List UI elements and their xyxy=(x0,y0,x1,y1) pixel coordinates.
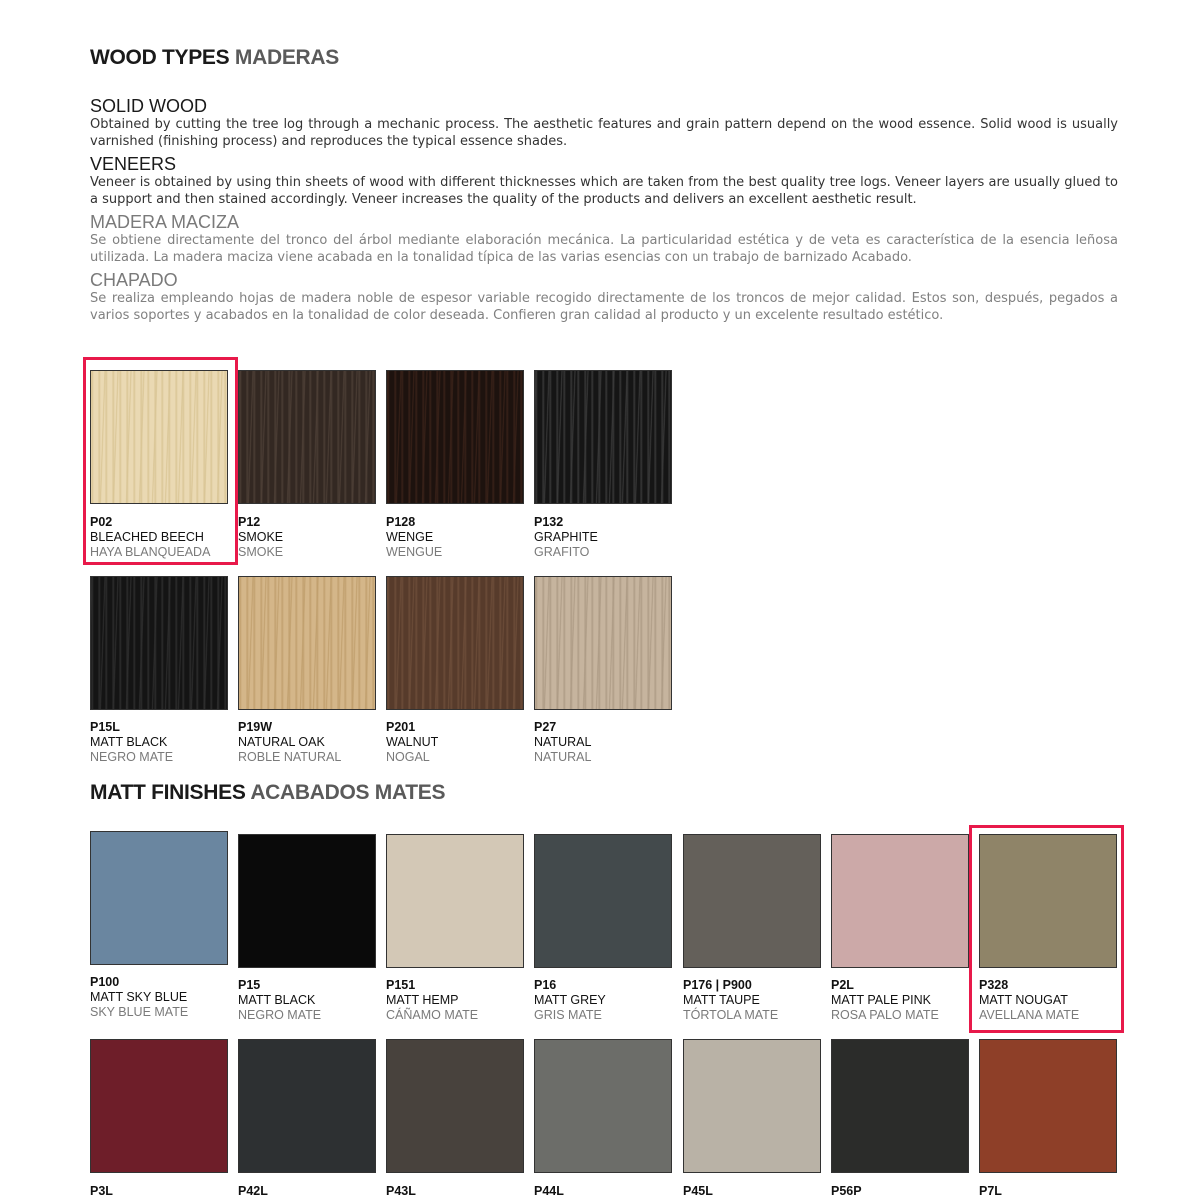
swatch-code: P2L xyxy=(831,978,854,992)
swatch-P19W[interactable] xyxy=(238,576,376,710)
swatch-code: P15L xyxy=(90,720,120,734)
section-body-madera-maciza: Se obtiene directamente del tronco del árbol mediante elaboración mecánica. La particularidad estética y de veta es característica de la esencia leñosa utilizada. La madera maciza viene acabada en la tonalidad típica de las varias esencias con un trabajo de barnizado Acabado. xyxy=(90,233,1118,265)
label-P42L xyxy=(238,1184,383,1199)
label-P201 xyxy=(386,720,531,765)
swatch-code: P151 xyxy=(386,978,416,992)
swatch-P128[interactable] xyxy=(386,370,524,504)
swatch-code: P15 xyxy=(238,978,261,992)
swatch-code: P128 xyxy=(386,515,416,529)
swatch-code: P12 xyxy=(238,515,261,529)
label-P132 xyxy=(534,515,679,560)
label-P44L xyxy=(534,1184,679,1199)
swatch-P45L[interactable] xyxy=(683,1039,821,1173)
swatch-name-en: MATT SKY BLUE xyxy=(90,990,188,1004)
section-title-chapado: CHAPADO xyxy=(90,270,178,290)
section-title-madera-maciza: MADERA MACIZA xyxy=(90,212,240,232)
swatch-code: P7L xyxy=(979,1184,1002,1198)
swatch-name-es: GRIS MATE xyxy=(534,1008,602,1022)
swatch-name-en: WALNUT xyxy=(386,735,439,749)
label-P45L xyxy=(683,1184,828,1199)
label-P176-P900 xyxy=(683,978,828,1023)
swatch-name-es: AVELLANA MATE xyxy=(979,1008,1080,1022)
swatch-name-en: NATURAL OAK xyxy=(238,735,325,749)
swatch-name-en: BLEACHED BEECH xyxy=(90,530,204,544)
swatch-P56P[interactable] xyxy=(831,1039,969,1173)
swatch-name-en: MATT HEMP xyxy=(386,993,459,1007)
wood-types-title-es: MADERAS xyxy=(234,46,339,69)
swatch-code: P3L xyxy=(90,1184,113,1198)
swatch-code: P16 xyxy=(534,978,557,992)
swatch-P44L[interactable] xyxy=(534,1039,672,1173)
wood-types-title-en: WOOD TYPES xyxy=(90,46,230,69)
swatch-name-es: CÁÑAMO MATE xyxy=(386,1008,479,1022)
swatch-P100[interactable] xyxy=(90,831,228,965)
swatch-name-es: GRAFITO xyxy=(534,545,590,559)
swatch-P2L[interactable] xyxy=(831,834,969,968)
highlight-box-P328 xyxy=(969,825,1124,1033)
swatch-name-es: ROBLE NATURAL xyxy=(238,750,342,764)
swatch-name-en: SMOKE xyxy=(238,530,284,544)
swatch-code: P27 xyxy=(534,720,557,734)
swatch-name-en: GRAPHITE xyxy=(534,530,598,544)
section-body-chapado: Se realiza empleando hojas de madera noble de espesor variable recogido directamente de los troncos de mejor calidad. Estos son, después, pegados a varios soportes y acabados en la tonalidad de color deseada. Confieren gran calidad al producto y un excelente resultado estético. xyxy=(90,291,1118,323)
swatch-name-en: NATURAL xyxy=(534,735,592,749)
label-P56P xyxy=(831,1184,976,1199)
swatch-P201[interactable] xyxy=(386,576,524,710)
swatch-name-es: WENGUE xyxy=(386,545,443,559)
swatch-P3L[interactable] xyxy=(90,1039,228,1173)
swatch-P132[interactable] xyxy=(534,370,672,504)
wood-types-heading xyxy=(90,46,339,70)
label-P7L xyxy=(979,1184,1124,1199)
swatch-code: P43L xyxy=(386,1184,416,1198)
swatch-name-en: MATT NOUGAT xyxy=(979,993,1068,1007)
label-P15L xyxy=(90,720,235,765)
label-P100 xyxy=(90,975,235,1020)
swatch-name-en: MATT PALE PINK xyxy=(831,993,932,1007)
swatch-code: P44L xyxy=(534,1184,564,1198)
swatch-name-en: WENGE xyxy=(386,530,434,544)
label-P151 xyxy=(386,978,531,1023)
label-P16 xyxy=(534,978,679,1023)
swatch-name-es: HAYA BLANQUEADA xyxy=(90,545,211,559)
swatch-P27[interactable] xyxy=(534,576,672,710)
swatch-code: P02 xyxy=(90,515,113,529)
swatch-name-es: TÓRTOLA MATE xyxy=(683,1008,779,1022)
matt-finishes-title-en: MATT FINISHES xyxy=(90,781,246,804)
swatch-name-en: MATT BLACK xyxy=(90,735,168,749)
swatch-name-es: SKY BLUE MATE xyxy=(90,1005,189,1019)
swatch-P15[interactable] xyxy=(238,834,376,968)
swatch-P7L[interactable] xyxy=(979,1039,1117,1173)
swatch-P176-P900[interactable] xyxy=(683,834,821,968)
label-P3L xyxy=(90,1184,235,1199)
swatch-P42L[interactable] xyxy=(238,1039,376,1173)
label-P43L xyxy=(386,1184,531,1199)
swatch-name-en: MATT TAUPE xyxy=(683,993,760,1007)
swatch-name-en: MATT BLACK xyxy=(238,993,316,1007)
swatch-name-es: NEGRO MATE xyxy=(238,1008,322,1022)
label-P27 xyxy=(534,720,679,765)
swatch-code: P328 xyxy=(979,978,1009,992)
swatch-code: P100 xyxy=(90,975,120,989)
swatch-code: P132 xyxy=(534,515,564,529)
section-title-solid-wood: SOLID WOOD xyxy=(90,96,208,116)
section-title-veneers: VENEERS xyxy=(90,154,177,174)
swatch-code: P19W xyxy=(238,720,273,734)
section-body-veneers: Veneer is obtained by using thin sheets of wood with different thicknesses which are taken from the best quality tree logs. Veneer layers are usually glued to a support and then stained accordingly. Veneer increases the quality of the products and delivers an excellent aesthetic result. xyxy=(90,175,1118,207)
swatch-name-es: NEGRO MATE xyxy=(90,750,174,764)
swatch-name-es: SMOKE xyxy=(238,545,284,559)
swatch-name-es: ROSA PALO MATE xyxy=(831,1008,939,1022)
swatch-code: P201 xyxy=(386,720,416,734)
swatch-P12[interactable] xyxy=(238,370,376,504)
section-body-solid-wood: Obtained by cutting the tree log through a mechanic process. The aesthetic features and grain pattern depend on the wood essence. Solid wood is usually varnished (finishing process) and reproduces the typical essence shades. xyxy=(90,117,1118,149)
wood-intro-text xyxy=(90,96,1118,328)
label-P128 xyxy=(386,515,531,560)
swatch-code: P176 | P900 xyxy=(683,978,752,992)
swatch-P43L[interactable] xyxy=(386,1039,524,1173)
swatch-P16[interactable] xyxy=(534,834,672,968)
swatch-name-en: MATT GREY xyxy=(534,993,606,1007)
swatch-P15L[interactable] xyxy=(90,576,228,710)
label-P19W xyxy=(238,720,383,765)
label-P2L xyxy=(831,978,976,1023)
label-P15 xyxy=(238,978,383,1023)
highlight-box-P02 xyxy=(83,357,238,565)
swatch-name-es: NOGAL xyxy=(386,750,430,764)
swatch-code: P45L xyxy=(683,1184,713,1198)
swatch-P151[interactable] xyxy=(386,834,524,968)
swatch-name-es: NATURAL xyxy=(534,750,592,764)
matt-finishes-title-es: ACABADOS MATES xyxy=(250,781,446,804)
swatch-code: P42L xyxy=(238,1184,268,1198)
matt-finishes-heading xyxy=(90,781,445,805)
label-P12 xyxy=(238,515,383,560)
swatch-code: P56P xyxy=(831,1184,862,1198)
